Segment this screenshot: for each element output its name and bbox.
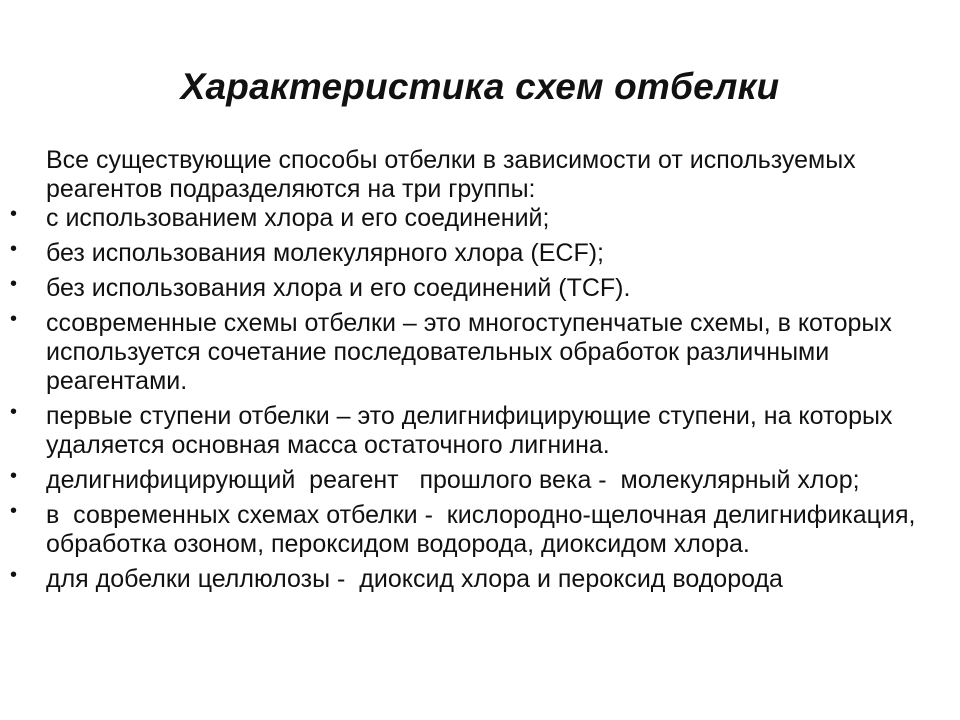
bullet-item — [0, 274, 960, 303]
bullet-icon: • — [10, 500, 18, 522]
bullet-icon: • — [10, 465, 18, 487]
bullet-item — [0, 565, 960, 594]
bullet-item — [0, 309, 960, 396]
bullet-item — [0, 204, 960, 233]
bullet-text: ссовременные схемы отбелки – это многоступенчатые схемы, в которых используется сочетание последовательных обработок различными реагентами. — [46, 309, 899, 395]
bullet-text: делигнифицирующий реагент прошлого века - молекулярный хлор; — [46, 466, 860, 494]
bullet-icon: • — [10, 401, 18, 423]
bullet-item — [0, 466, 960, 495]
bullet-icon: • — [10, 238, 18, 260]
bullet-list — [0, 204, 960, 600]
intro-paragraph: Все существующие способы отбелки в зависимости от используемых реагентов подразделяются на три группы: — [46, 146, 856, 203]
bullet-text: без использования хлора и его соединений (TCF). — [46, 274, 631, 302]
bullet-icon: • — [10, 564, 18, 586]
bullet-icon: • — [10, 203, 18, 225]
bullet-text: с использованием хлора и его соединений; — [46, 204, 550, 232]
bullet-text: для добелки целлюлозы - диоксид хлора и пероксид водорода — [46, 565, 783, 593]
bullet-text: первые ступени отбелки – это делигнифицирующие ступени, на которых удаляется основная масса остаточного лигнина. — [46, 402, 900, 459]
bullet-text: в современных схемах отбелки - кислородно-щелочная делигнификация, обработка озоном, пероксидом водорода, диоксидом хлора. — [46, 501, 923, 558]
bullet-item — [0, 402, 960, 460]
bullet-text: без использования молекулярного хлора (ECF); — [46, 239, 604, 267]
bullet-item — [0, 501, 960, 559]
slide-title: Характеристика схем отбелки — [180, 66, 780, 107]
bullet-item — [0, 239, 960, 268]
bullet-icon: • — [10, 308, 18, 330]
bullet-icon: • — [10, 273, 18, 295]
